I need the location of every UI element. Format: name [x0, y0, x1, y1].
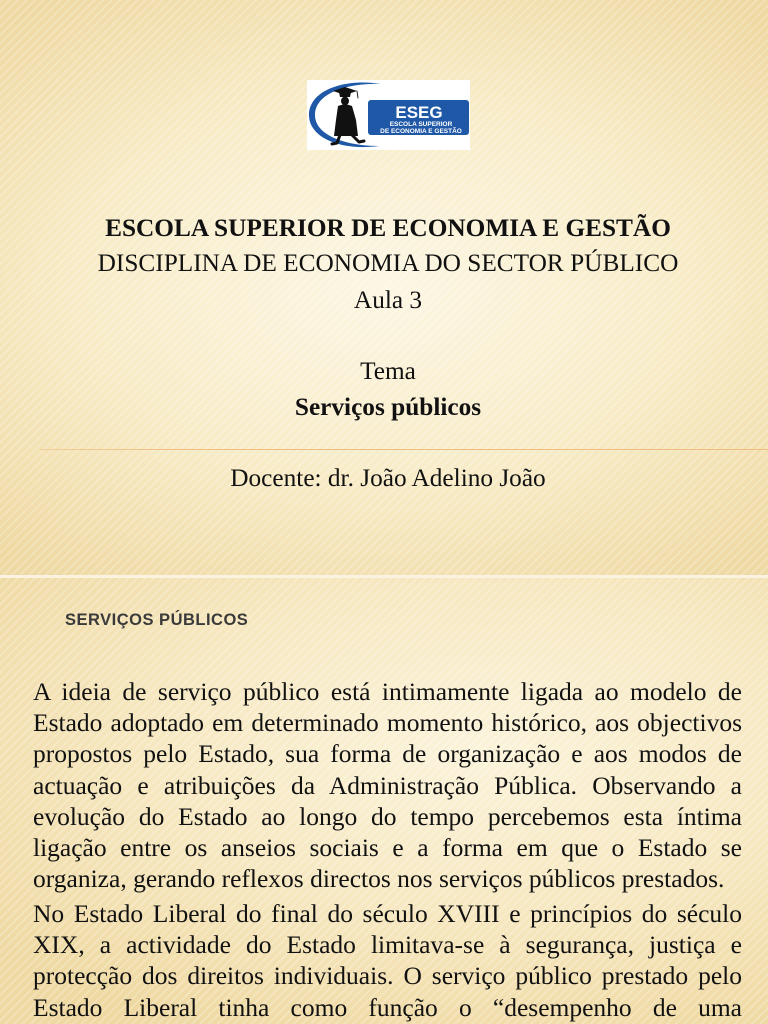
eseg-logo	[307, 80, 470, 150]
slide-body	[33, 676, 742, 1023]
logo-abbreviation: ESEG	[395, 103, 443, 122]
title-divider	[40, 449, 768, 450]
lecturer-name: Docente: dr. João Adelino João	[230, 464, 546, 492]
slide-heading: SERVIÇOS PÚBLICOS	[65, 611, 249, 629]
content-slide	[0, 578, 768, 1024]
graduate-figure-icon	[332, 87, 364, 144]
lesson-number: Aula 3	[353, 286, 423, 314]
discipline-name: DISCIPLINA DE ECONOMIA DO SECTOR PÚBLICO	[97, 249, 679, 277]
logo-name-line1: ESCOLA SUPERIOR	[389, 121, 453, 128]
topic-label: Tema	[360, 357, 416, 385]
body-paragraph: A ideia de serviço público está intimamente ligada ao modelo de Estado adoptado em determinado momento histórico, aos objectivos propostos pelo Estado, sua forma de organização e aos modos de actuação e atribuições da Administração Pública. Observando a evolução do Estado ao longo do tempo percebemos esta íntima ligação entre os anseios sociais e a forma em que o Estado se organiza, gerando reflexos directos nos serviços públicos prestados.	[33, 677, 742, 894]
body-paragraph: No Estado Liberal do final do século XVIII e princípios do século XIX, a actividade do Estado limitava-se à segurança, justiça e protecção dos direitos individuais. O serviço público prestado pelo Estado Liberal tinha como função o “desempenho de uma	[33, 898, 742, 1022]
logo-name-line2: DE ECONOMIA E GESTÃO	[380, 128, 462, 135]
topic-title: Serviços públicos	[294, 393, 482, 421]
eseg-logo-graphic	[307, 80, 470, 150]
institution-name: ESCOLA SUPERIOR DE ECONOMIA E GESTÃO	[105, 214, 671, 242]
